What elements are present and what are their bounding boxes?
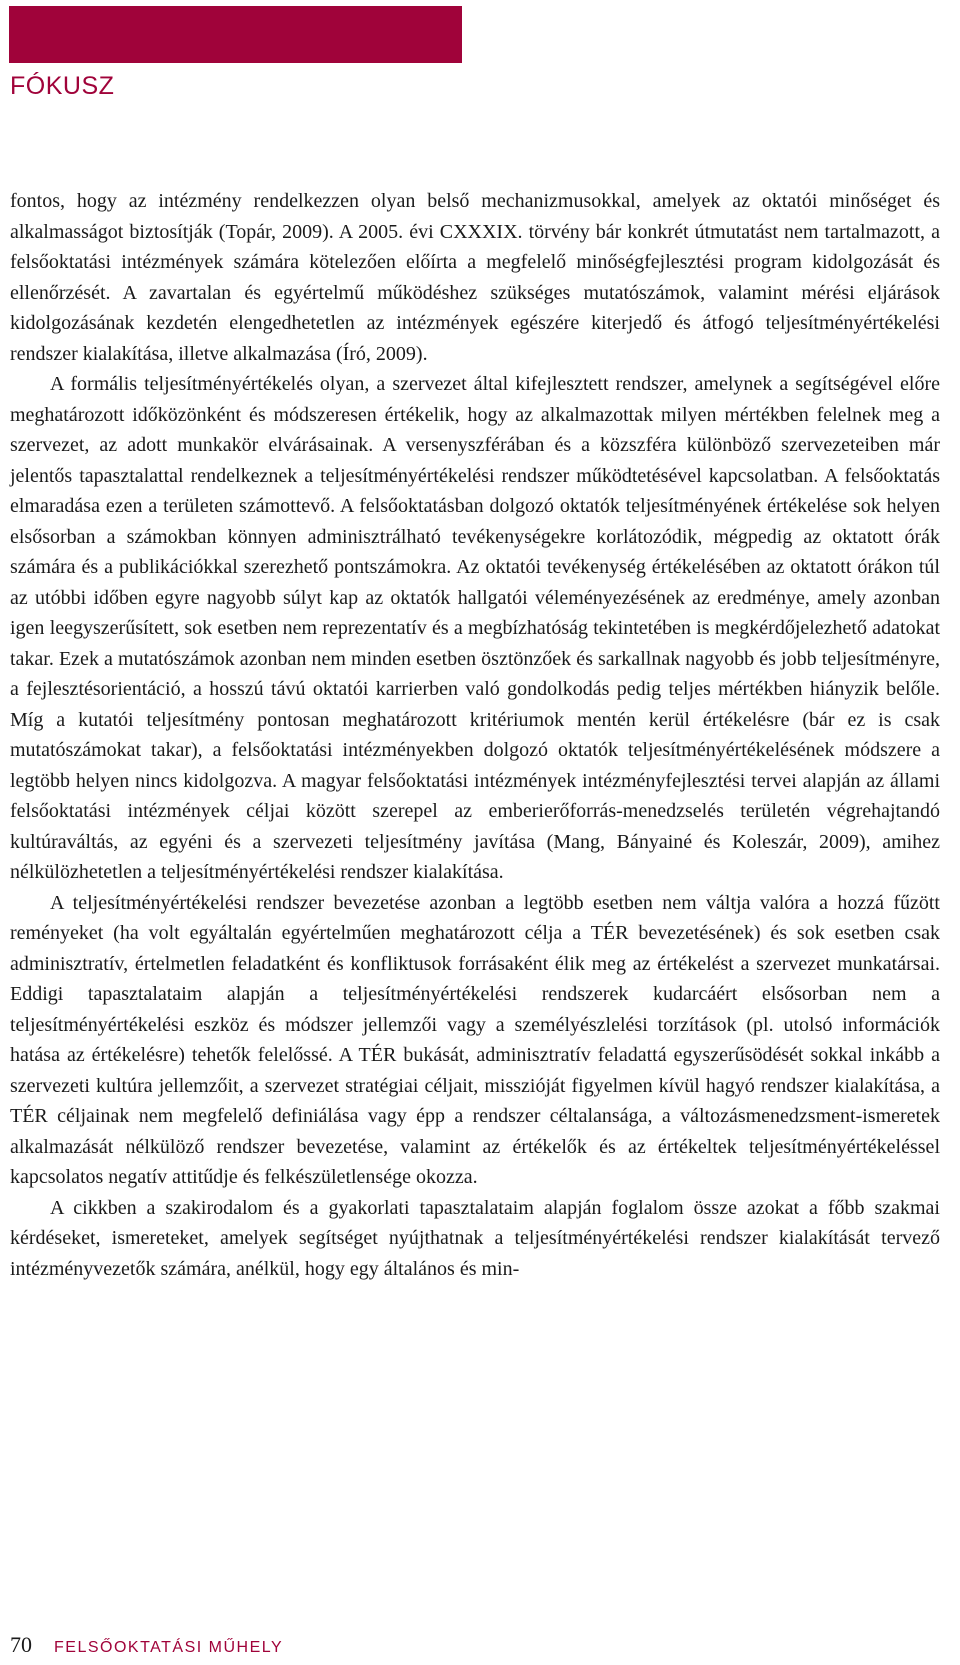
header-color-bar — [9, 6, 462, 63]
page-footer — [10, 1632, 283, 1662]
paragraph: fontos, hogy az intézmény rendelkezzen olyan belső mechanizmusokkal, amelyek az oktatói minőséget és alkalmasságot biztosítják (Topár, 2009). A 2005. évi CXXXIX. törvény bár konkrét útmutatást nem tartalmazott, a felsőoktatási intézmények számára kötelezően előírta a megfelelő minőségfejlesztési program kidolgozását és ellenőrzését. A zavartalan és egyértelmű működéshez szükséges mutatószámok, valamint mérési eljárások kidolgozásának kezdetén elengedhetetlen az intézmények egészére kiterjedő és átfogó teljesítményértékelési rendszer kialakítása, illetve alkalmazása (Író, 2009). — [10, 190, 940, 365]
journal-name: FELSŐOKTATÁSI MŰHELY — [54, 1639, 284, 1656]
page-number: 70 — [10, 1632, 32, 1657]
paragraph: A cikkben a szakirodalom és a gyakorlati tapasztalataim alapján foglalom össze azokat a főbb szakmai kérdéseket, ismereteket, amelyek segítséget nyújthatnak a teljesítményértékelési rendszer kialakítását tervező intézményvezetők számára, anélkül, hogy egy általános és min- — [10, 1196, 940, 1280]
section-label: FÓKUSZ — [10, 72, 115, 100]
article-body — [10, 186, 940, 1284]
paragraph: A formális teljesítményértékelés olyan, a szervezet által kifejlesztett rendszer, amelynek a segítségével előre meghatározott időközönként és módszeresen értékelik, hogy az alkalmazottak milyen mértékben felelnek meg a szervezet, az adott munkakör elvárásainak. A versenyszférában és a közszféra különböző szervezeteiben már jelentős tapasztalattal rendelkeznek a teljesítményértékelési rendszer működtetésével kapcsolatban. A felsőoktatás elmaradása ezen a területen számottevő. A felsőoktatásban dolgozó oktatók teljesítményének értékelése sok helyen elsősorban a számokban könnyen adminisztrálható tevékenységekre korlátozódik, mégpedig az oktatott órák számára és a publikációkkal szerezhető pontszámokra. Az oktatói tevékenység értékelésében az oktatott órákon túl az utóbbi időben egyre nagyobb súlyt kap az oktatók hallgatói véleményezésének az eredménye, amely azonban igen leegyszerűsített, sok esetben nem reprezentatív és a megbízhatóság tekintetében is megkérdőjelezhető adatokat takar. Ezek a mutatószámok azonban nem minden esetben ösztönzőek és sarkallnak nagyobb és jobb teljesítményre, a fejlesztésorientáció, a hosszú távú oktatói karrierben való gondolkodás pedig teljes mértékben hiányzik belőle. Míg a kutatói teljesítmény pontosan meghatározott kritériumok mentén kerül értékelésre (bár ez is csak mutatószámokat takar), a felsőoktatási intézményekben dolgozó oktatók teljesítményértékelésének módszere a legtöbb helyen nincs kidolgozva. A magyar felsőoktatási intézmények intézményfejlesztési tervei alapján az állami felsőoktatási intézmények céljai között szerepel az emberierőforrás-menedzselés területén végrehajtandó kultúraváltás, az egyéni és a szervezeti teljesítmény javítása (Mang, Bányainé és Koleszár, 2009), amihez nélkülözhetetlen a teljesítményértékelési rendszer kialakítása. — [10, 373, 940, 883]
paragraph: A teljesítményértékelési rendszer bevezetése azonban a legtöbb esetben nem váltja valóra a hozzá fűzött reményeket (ha volt egyáltalán egyértelműen meghatározott célja a TÉR bevezetésének) és sok esetben csak adminisztratív, értelmetlen feladatként és konfliktusok forrásaként élik meg az értékelést a szervezet munkatársai. Eddigi tapasztalataim alapján a teljesítményértékelési rendszerek kudarcáért elsősorban nem a teljesítményértékelési eszköz és módszer jellemzői vagy a személyészlelési torzítások (pl. utolsó információk hatása az értékelésre) tehetők felelőssé. A TÉR bukását, adminisztratív feladattá egyszerűsödését sokkal inkább a szervezeti kultúra jellemzőit, a szervezet stratégiai céljait, misszióját figyelmen kívül hagyó rendszer kialakítása, a TÉR céljainak nem megfelelő definiálása vagy épp a rendszer céltalansága, a változásmenedzsment-ismeretek alkalmazását nélkülöző rendszer bevezetése, valamint az értékelők és az értékeltek teljesítményértékeléssel kapcsolatos negatív attitűdje és felkészületlensége okozza. — [10, 891, 940, 1188]
